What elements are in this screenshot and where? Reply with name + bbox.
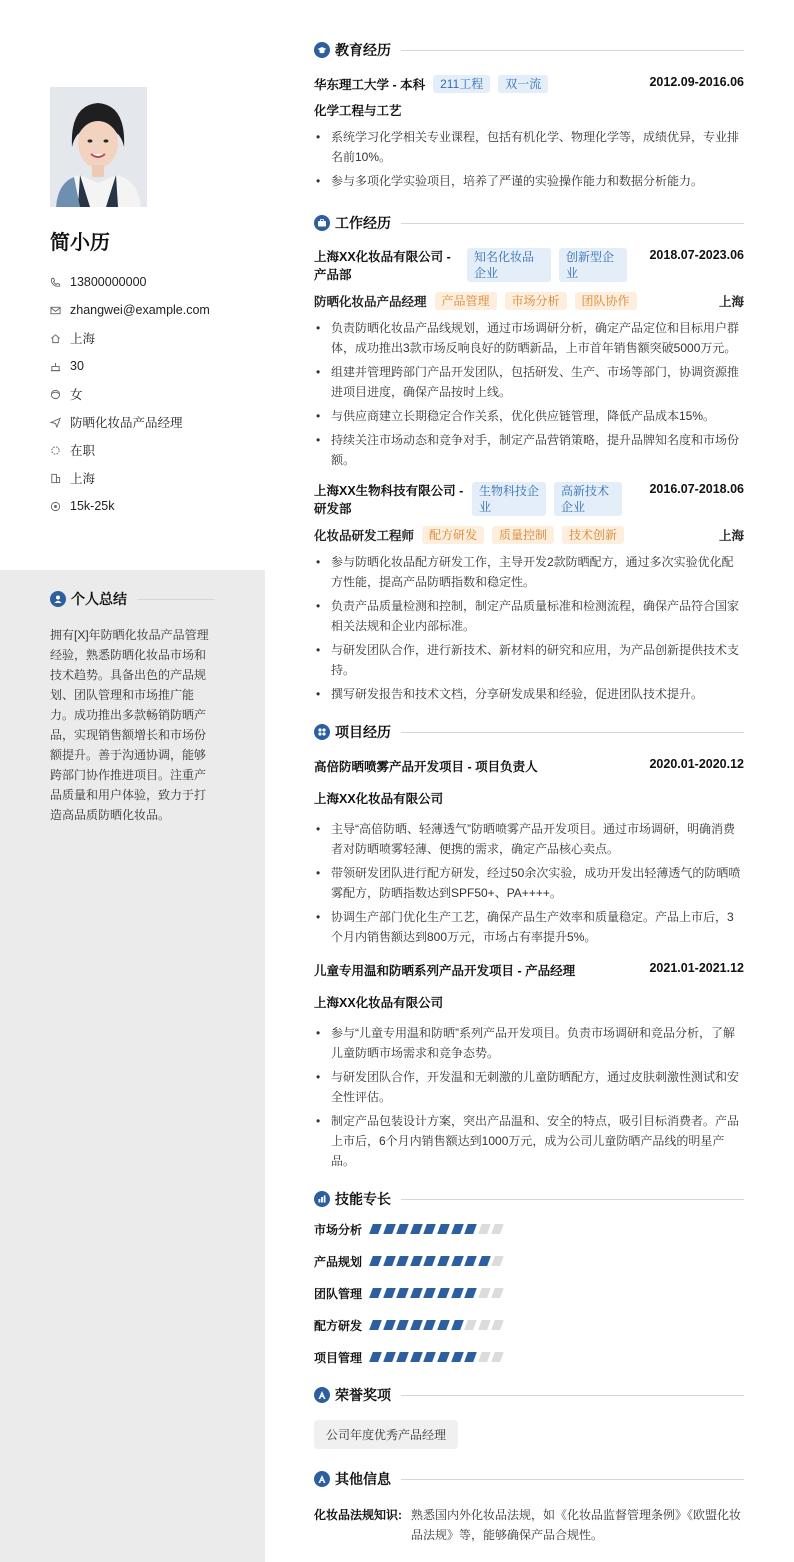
skill-tag: 质量控制 xyxy=(492,526,554,544)
other-label: 化妆品法规知识: xyxy=(314,1508,402,1522)
list-item: • 负责防晒化妆品产品线规划，通过市场调研分析，确定产品定位和目标用户群体，成功推出3款市场反响良好的防晒新品，上市首年销售额突破5000万元。 xyxy=(314,318,744,358)
skills-header xyxy=(314,1189,744,1209)
skill-name: 团队管理 xyxy=(314,1286,363,1301)
skill-segment-filled xyxy=(464,1256,477,1266)
job-position: 防晒化妆品产品经理 xyxy=(314,295,427,309)
project-name: 高倍防晒喷雾产品开发项目 - 项目负责人 xyxy=(314,760,538,774)
other-section xyxy=(314,1469,744,1545)
skill-segment-filled xyxy=(451,1352,464,1362)
skill-row xyxy=(314,1213,744,1245)
project-bullets xyxy=(314,1023,744,1171)
education-title: 教育经历 xyxy=(335,42,391,58)
skill-segment-filled xyxy=(478,1256,491,1266)
education-header xyxy=(314,40,744,60)
job-row xyxy=(314,482,744,518)
skill-segment-filled xyxy=(396,1352,409,1362)
skill-row xyxy=(314,1341,744,1373)
skill-segment-filled xyxy=(383,1224,396,1234)
company-tag: 知名化妆品企业 xyxy=(467,248,551,282)
list-item: • 与供应商建立长期稳定合作关系，优化供应链管理，降低产品成本15%。 xyxy=(314,406,744,426)
skill-name: 项目管理 xyxy=(314,1350,363,1365)
info-email xyxy=(50,296,210,324)
skill-segment-filled xyxy=(396,1288,409,1298)
education-row xyxy=(314,75,744,93)
skill-segment-filled xyxy=(437,1256,450,1266)
skill-segment-empty xyxy=(492,1352,505,1362)
other-header xyxy=(314,1469,744,1489)
list-item: • 与研发团队合作，进行新技术、新材料的研究和应用，为产品创新提供技术支持。 xyxy=(314,640,744,680)
summary-divider xyxy=(137,599,215,600)
job-date: 2018.07-2023.06 xyxy=(649,248,744,262)
awards-divider xyxy=(401,1395,744,1396)
status-icon xyxy=(50,445,70,456)
project-entry xyxy=(314,961,744,1171)
send-icon xyxy=(50,417,70,428)
profile-photo xyxy=(50,87,147,207)
skill-segment-filled xyxy=(424,1288,437,1298)
salary-icon xyxy=(50,501,70,512)
list-item: • 带领研发团队进行配方研发，经过50余次实验，成功开发出轻薄透气的防晒喷雾配方，防晒指数达到SPF50+、PA++++。 xyxy=(314,863,744,903)
job-location: 上海 xyxy=(718,295,744,309)
skill-segment-filled xyxy=(369,1224,382,1234)
other-divider xyxy=(401,1479,744,1480)
education-bullets xyxy=(314,127,744,191)
home-icon xyxy=(50,333,70,344)
project-entry xyxy=(314,757,744,947)
list-item: • 撰写研发报告和技术文档，分享研发成果和经验，促进团队技术提升。 xyxy=(314,684,744,704)
projects-title: 项目经历 xyxy=(335,724,391,740)
project-company: 上海XX化妆品有限公司 xyxy=(314,792,444,806)
profile-name: 简小历 xyxy=(50,232,110,254)
skill-segment-filled xyxy=(410,1320,423,1330)
graduation-cap-icon xyxy=(314,42,330,58)
briefcase-icon xyxy=(314,215,330,231)
awards-title: 荣誉奖项 xyxy=(335,1387,391,1403)
skill-segment-filled xyxy=(451,1320,464,1330)
info-icon xyxy=(314,1471,330,1487)
project-row xyxy=(314,961,744,979)
project-date: 2021.01-2021.12 xyxy=(649,961,744,975)
job-bullets xyxy=(314,318,744,470)
skill-segment-filled xyxy=(424,1352,437,1362)
skill-segment-filled xyxy=(410,1288,423,1298)
skill-segment-filled xyxy=(410,1352,423,1362)
skill-segment-filled xyxy=(396,1224,409,1234)
job-position-row xyxy=(314,526,744,544)
info-home xyxy=(50,324,210,352)
company-tag: 生物科技企业 xyxy=(472,482,546,516)
skill-segment-empty xyxy=(492,1224,505,1234)
info-gender-text: 女 xyxy=(70,388,83,402)
skill-name: 产品规划 xyxy=(314,1254,363,1269)
skill-segment-empty xyxy=(492,1256,505,1266)
skill-tag: 团队协作 xyxy=(575,292,637,310)
education-tag: 双一流 xyxy=(498,75,548,93)
phone-icon xyxy=(50,277,70,288)
skill-segment-filled xyxy=(424,1320,437,1330)
skill-segment-filled xyxy=(437,1224,450,1234)
skill-segment-filled xyxy=(410,1256,423,1266)
skill-segment-filled xyxy=(383,1288,396,1298)
job-entry xyxy=(314,248,744,470)
project-date: 2020.01-2020.12 xyxy=(649,757,744,771)
info-phone-text: 13800000000 xyxy=(70,275,147,289)
skill-segment-filled xyxy=(383,1352,396,1362)
skill-tag: 市场分析 xyxy=(505,292,567,310)
list-item: • 参与防晒化妆品配方研发工作，主导开发2款防晒配方，通过多次实验优化配方性能，提高产品防晒指数和稳定性。 xyxy=(314,552,744,592)
other-title: 其他信息 xyxy=(335,1471,391,1487)
skill-level-bar xyxy=(371,1224,507,1234)
job-date: 2016.07-2018.06 xyxy=(649,482,744,496)
info-salary-text: 15k-25k xyxy=(70,499,115,513)
gender-icon xyxy=(50,389,70,400)
bar-chart-icon xyxy=(314,1191,330,1207)
skill-segment-filled xyxy=(424,1256,437,1266)
skill-level-bar xyxy=(371,1288,507,1298)
skill-segment-empty xyxy=(492,1288,505,1298)
skill-level-bar xyxy=(371,1256,507,1266)
job-bullets xyxy=(314,552,744,704)
info-status xyxy=(50,436,210,464)
cake-icon xyxy=(50,361,70,372)
job-position-row xyxy=(314,292,744,310)
skill-segment-filled xyxy=(437,1352,450,1362)
summary-text: 拥有[X]年防晒化妆品产品管理经验，熟悉防晒化妆品市场和技术趋势。具备出色的产品规划、团队管理和市场推广能力。成功推出多款畅销防晒产品，实现销售额增长和市场份额提升。善于沟通协调，能够跨部门协作推进项目。注重产品质量和用户体验，致力于打造高品质防晒化妆品。 xyxy=(50,628,209,822)
info-age-text: 30 xyxy=(70,359,84,373)
job-location: 上海 xyxy=(718,529,744,543)
skill-segment-empty xyxy=(464,1320,477,1330)
project-company: 上海XX化妆品有限公司 xyxy=(314,996,444,1010)
project-bullets xyxy=(314,819,744,947)
list-item: • 制定产品包装设计方案，突出产品温和、安全的特点，吸引目标消费者。产品上市后，6个月内销售额达到1000万元，成为公司儿童防晒产品线的明星产品。 xyxy=(314,1111,744,1171)
skills-section xyxy=(314,1189,744,1373)
skill-segment-empty xyxy=(478,1224,491,1234)
info-target-role xyxy=(50,408,210,436)
skill-name: 配方研发 xyxy=(314,1318,363,1333)
list-item: • 与研发团队合作，开发温和无刺激的儿童防晒配方，通过皮肤刺激性测试和安全性评估。 xyxy=(314,1067,744,1107)
projects-divider xyxy=(401,732,744,733)
awards-section xyxy=(314,1385,744,1449)
building-icon xyxy=(50,473,70,484)
info-age xyxy=(50,352,210,380)
list-item: • 负责产品质量检测和控制，制定产品质量标准和检测流程，确保产品符合国家相关法规和企业内部标准。 xyxy=(314,596,744,636)
skill-name: 市场分析 xyxy=(314,1222,363,1237)
skill-tag: 产品管理 xyxy=(435,292,497,310)
job-row xyxy=(314,248,744,284)
user-icon xyxy=(50,591,66,607)
skill-segment-filled xyxy=(464,1352,477,1362)
skill-row xyxy=(314,1277,744,1309)
other-row xyxy=(314,1505,744,1545)
work-section xyxy=(314,213,744,704)
skill-segment-filled xyxy=(410,1224,423,1234)
skills-list xyxy=(314,1213,744,1373)
skill-segment-filled xyxy=(369,1288,382,1298)
mail-icon xyxy=(50,305,70,316)
list-item: • 系统学习化学相关专业课程，包括有机化学、物理化学等，成绩优异，专业排名前10%。 xyxy=(314,127,744,167)
main-content xyxy=(314,40,744,1557)
skill-tag: 技术创新 xyxy=(562,526,624,544)
job-position: 化妆品研发工程师 xyxy=(314,529,415,543)
project-row xyxy=(314,757,744,775)
company-tag: 创新型企业 xyxy=(559,248,627,282)
info-city-text: 上海 xyxy=(70,472,96,486)
skills-divider xyxy=(401,1199,744,1200)
contact-info-list xyxy=(50,268,210,520)
award-icon xyxy=(314,1387,330,1403)
info-phone xyxy=(50,268,210,296)
info-email-text: zhangwei@example.com xyxy=(70,303,210,317)
projects-header xyxy=(314,722,744,742)
skill-segment-empty xyxy=(492,1320,505,1330)
skill-segment-filled xyxy=(369,1256,382,1266)
summary-title: 个人总结 xyxy=(71,591,127,607)
skills-title: 技能专长 xyxy=(335,1191,391,1207)
work-title: 工作经历 xyxy=(335,215,391,231)
summary-header xyxy=(50,589,215,609)
skill-segment-filled xyxy=(369,1352,382,1362)
company-tag: 高新技术企业 xyxy=(554,482,622,516)
skill-segment-empty xyxy=(478,1320,491,1330)
work-header xyxy=(314,213,744,233)
skill-segment-filled xyxy=(451,1288,464,1298)
education-major: 化学工程与工艺 xyxy=(314,104,402,118)
list-item: • 参与“儿童专用温和防晒”系列产品开发项目。负责市场调研和竞品分析，了解儿童防晒市场需求和竞争态势。 xyxy=(314,1023,744,1063)
job-entry xyxy=(314,482,744,704)
list-item: • 持续关注市场动态和竞争对手，制定产品营销策略，提升品牌知名度和市场份额。 xyxy=(314,430,744,470)
project-name: 儿童专用温和防晒系列产品开发项目 - 产品经理 xyxy=(314,964,576,978)
education-tag: 211工程 xyxy=(433,75,490,93)
info-target-role-text: 防晒化妆品产品经理 xyxy=(70,416,183,430)
skill-segment-filled xyxy=(451,1224,464,1234)
skill-segment-filled xyxy=(464,1288,477,1298)
award-badge: 公司年度优秀产品经理 xyxy=(314,1420,458,1449)
info-city xyxy=(50,464,210,492)
company-name: 上海XX生物科技有限公司 - 研发部 xyxy=(314,484,464,516)
list-item: • 主导“高倍防晒、轻薄透气”防晒喷雾产品开发项目。通过市场调研，明确消费者对防晒喷雾轻薄、便携的需求，确定产品核心卖点。 xyxy=(314,819,744,859)
skill-segment-filled xyxy=(383,1256,396,1266)
skill-level-bar xyxy=(371,1320,507,1330)
skill-tag: 配方研发 xyxy=(422,526,484,544)
info-gender xyxy=(50,380,210,408)
list-item: • 协调生产部门优化生产工艺，确保产品生产效率和质量稳定。产品上市后，3个月内销售额达到800万元，市场占有率提升5%。 xyxy=(314,907,744,947)
projects-section xyxy=(314,722,744,1171)
skill-row xyxy=(314,1309,744,1341)
work-divider xyxy=(401,223,744,224)
education-divider xyxy=(401,50,744,51)
skill-segment-filled xyxy=(451,1256,464,1266)
grid-icon xyxy=(314,724,330,740)
other-value: 熟悉国内外化妆品法规，如《化妆品监督管理条例》《欧盟化妆品法规》等，能够确保产品合规性。 xyxy=(411,1508,742,1542)
skill-segment-filled xyxy=(383,1320,396,1330)
education-date: 2012.09-2016.06 xyxy=(649,75,744,89)
skill-segment-filled xyxy=(437,1288,450,1298)
skill-segment-filled xyxy=(396,1256,409,1266)
skill-row xyxy=(314,1245,744,1277)
education-section xyxy=(314,40,744,191)
info-home-text: 上海 xyxy=(70,332,96,346)
company-name: 上海XX化妆品有限公司 - 产品部 xyxy=(314,250,451,282)
school-name: 华东理工大学 - 本科 xyxy=(314,78,426,92)
skill-segment-filled xyxy=(369,1320,382,1330)
skill-segment-filled xyxy=(437,1320,450,1330)
awards-header xyxy=(314,1385,744,1405)
skill-segment-filled xyxy=(464,1224,477,1234)
skill-segment-filled xyxy=(396,1320,409,1330)
info-salary xyxy=(50,492,210,520)
info-status-text: 在职 xyxy=(70,444,96,458)
skill-segment-empty xyxy=(478,1288,491,1298)
skill-segment-empty xyxy=(478,1352,491,1362)
skill-segment-filled xyxy=(424,1224,437,1234)
skill-level-bar xyxy=(371,1352,507,1362)
list-item: • 组建并管理跨部门产品开发团队，包括研发、生产、市场等部门，协调资源推进项目进度，确保产品按时上线。 xyxy=(314,362,744,402)
list-item: • 参与多项化学实验项目，培养了严谨的实验操作能力和数据分析能力。 xyxy=(314,171,744,191)
